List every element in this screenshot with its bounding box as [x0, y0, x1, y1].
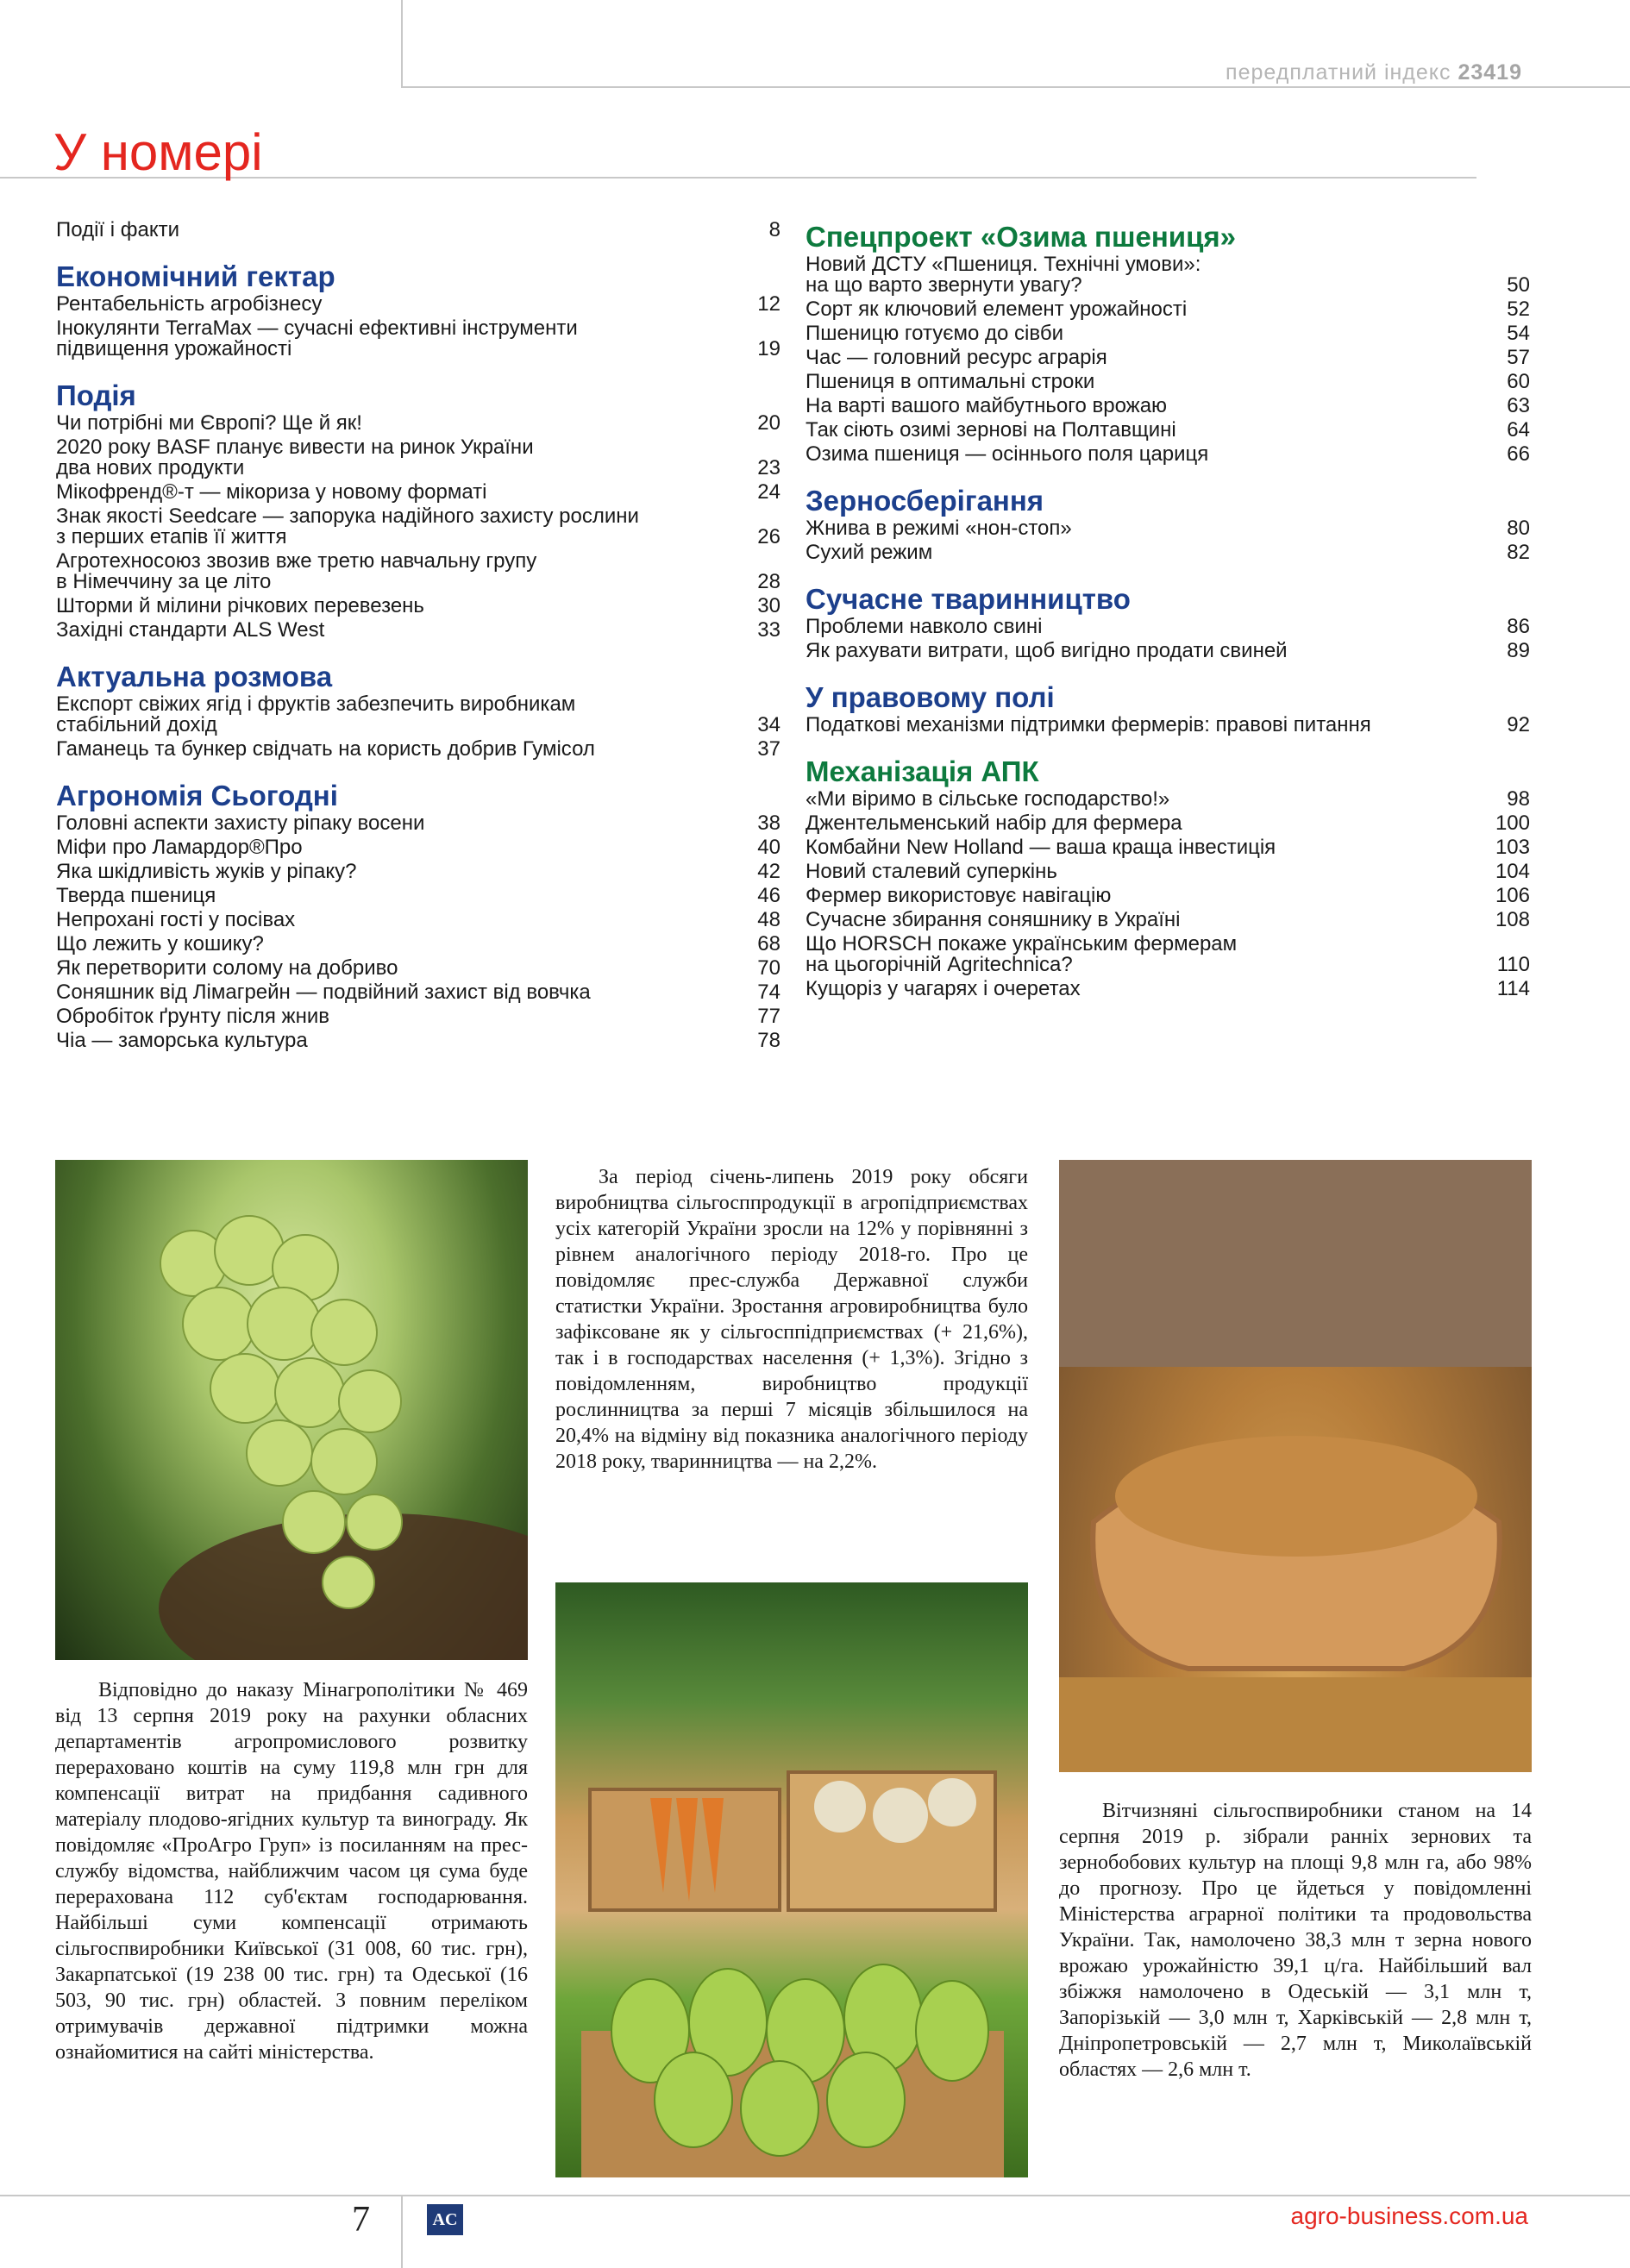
toc-entry[interactable]: [806, 934, 1530, 975]
toc-entry-title: На варті вашого майбутнього врожаю: [806, 394, 1168, 417]
toc-entry-page: 92: [1507, 713, 1530, 736]
toc-entry-title: Що HORSCH покаже українським фермерам на цьогорічній Agritechnica?: [806, 932, 1238, 976]
toc-section: [56, 220, 781, 241]
toc-entry-title: Так сіють озимі зернові на Полтавщині: [806, 418, 1176, 442]
toc-entry-page: 57: [1507, 346, 1530, 369]
toc-entry[interactable]: [56, 437, 781, 479]
toc-entry-page: 108: [1495, 908, 1530, 931]
toc-entry-page: 89: [1507, 639, 1530, 662]
toc-entry-page: 70: [757, 956, 781, 980]
toc-section-title: Сучасне тваринництво: [806, 583, 1131, 615]
toc-entry-title: Міфи про Ламардор®Про: [56, 836, 303, 859]
article-harvest-text: Вітчизняні сільгоспвиробники станом на 14 серпня 2019 р. зібрали ранніх зернових та зернобобових культур на площі 9,8 млн га, або 98% до прогнозу. Про це йдеться у повідомленні Міністерства аграрної політики та продовольства України. Так, намолочено 38,3 млн т зерна нового врожаю урожайністю 39,1 ц/га. Найбільший вал збіжжя намолочено в Одеській — 3,1 млн т, Запорізькій — 3,0 млн т, Харківській — 2,8 млн т, Дніпропетровській — 2,7 млн т, Миколаївській областях — 2,6 млн т.: [1059, 1800, 1532, 2081]
toc-section-title: Агрономія Сьогодні: [56, 780, 338, 811]
toc-entry[interactable]: [56, 318, 781, 360]
toc-entry[interactable]: [806, 861, 1530, 882]
toc-entry-page: 38: [757, 811, 781, 835]
toc-entry-title: Як перетворити солому на добриво: [56, 956, 398, 980]
toc-entry[interactable]: [56, 861, 781, 882]
grapes-photo: [55, 1160, 528, 1660]
toc-section-title: Економічний гектар: [56, 260, 335, 292]
vegetables-illustration: [555, 1582, 1028, 2177]
toc-entry[interactable]: [806, 396, 1530, 417]
toc-entry-title: Мікофренд®-т — мікориза у новому форматі: [56, 480, 487, 504]
toc-entry[interactable]: [56, 551, 781, 592]
toc-entry[interactable]: [806, 910, 1530, 930]
toc-section: [56, 779, 781, 1051]
toc-entry-title: Гаманець та бункер свідчать на користь добрив Гумісол: [56, 737, 595, 761]
toc-entry[interactable]: [806, 789, 1530, 810]
subscription-index: [1226, 60, 1522, 85]
toc-section-title: Подія: [56, 379, 136, 411]
grain-illustration: [1059, 1160, 1532, 1772]
grain-hands-photo: [1059, 1160, 1532, 1772]
toc-entry-title: Сухий режим: [806, 541, 933, 564]
toc-entry-page: 48: [757, 908, 781, 931]
toc-entry-title: Непрохані гості у посівах: [56, 908, 296, 931]
toc-entry-page: 74: [757, 981, 781, 1004]
toc-entry-page: 42: [757, 860, 781, 883]
page-title: У номері: [53, 123, 263, 181]
toc-entry[interactable]: [56, 1031, 781, 1051]
toc-entry-page: 80: [1507, 517, 1530, 540]
toc-entry-title: Кущоріз у чагарях і очеретах: [806, 977, 1081, 1000]
toc-entry-page: 8: [768, 218, 781, 241]
toc-section: [56, 379, 781, 641]
toc-entry-page: 40: [757, 836, 781, 859]
grapes-illustration: [55, 1160, 528, 1660]
toc-entry[interactable]: [56, 982, 781, 1003]
subscription-label: передплатний індекс: [1226, 60, 1451, 85]
toc-entry[interactable]: [806, 617, 1530, 637]
website-link[interactable]: agro-business.com.ua: [1290, 2202, 1528, 2229]
toc-entry[interactable]: [806, 837, 1530, 858]
toc-entry-page: 104: [1495, 860, 1530, 883]
toc-entry-page: 24: [757, 480, 781, 504]
toc-right-column: [806, 220, 1530, 1018]
toc-entry-page: 100: [1495, 811, 1530, 835]
toc-entry-page: 34: [757, 713, 781, 736]
toc-entry[interactable]: [56, 220, 781, 241]
toc-entry-title: Чіа — заморська культура: [56, 1029, 308, 1052]
toc-section: [56, 260, 781, 360]
toc-entry-title: Озима пшениця — осіннього поля цариця: [806, 442, 1209, 466]
toc-entry-title: Соняшник від Лімагрейн — подвійний захист від вовчка: [56, 981, 591, 1004]
toc-entry[interactable]: [806, 813, 1530, 834]
article-production-growth: [555, 1164, 1028, 1475]
toc-entry-title: Сорт як ключовий елемент урожайності: [806, 298, 1188, 321]
top-divider-horizontal: [401, 86, 1630, 88]
toc-entry[interactable]: [56, 620, 781, 641]
toc-entry-title: 2020 року BASF планує вивести на ринок України два нових продукти: [56, 435, 534, 479]
toc-entry-title: Жнива в режимі «нон-стоп»: [806, 517, 1072, 540]
toc-entry-title: Шторми й мілини річкових перевезень: [56, 594, 424, 617]
toc-section: [806, 680, 1530, 736]
toc-entry[interactable]: [806, 518, 1530, 539]
toc-entry-page: 19: [757, 337, 781, 360]
publisher-logo: AC: [427, 2204, 463, 2235]
toc-section: [806, 220, 1530, 465]
toc-entry-page: 110: [1496, 953, 1530, 976]
page-number: 7: [352, 2200, 370, 2240]
toc-entry-page: 98: [1507, 787, 1530, 811]
toc-entry-page: 12: [757, 292, 781, 316]
toc-entry-title: «Ми віримо в сільське господарство!»: [806, 787, 1170, 811]
toc-entry-page: 68: [757, 932, 781, 955]
toc-entry-page: 63: [1507, 394, 1530, 417]
toc-entry[interactable]: [56, 694, 781, 736]
toc-entry-title: Сучасне збирання соняшнику в Україні: [806, 908, 1181, 931]
toc-entry[interactable]: [806, 420, 1530, 441]
toc-entry-title: Фермер використовує навігацію: [806, 884, 1112, 907]
toc-entry-title: Рентабельність агробізнесу: [56, 292, 323, 316]
toc-entry[interactable]: [806, 715, 1530, 736]
toc-entry-title: Що лежить у кошику?: [56, 932, 264, 955]
toc-section: [806, 484, 1530, 563]
article-harvest: [1059, 1798, 1532, 2083]
toc-entry[interactable]: [806, 886, 1530, 906]
toc-entry[interactable]: [806, 444, 1530, 465]
toc-section-title: Зерносберігання: [806, 485, 1044, 517]
toc-entry-page: 52: [1507, 298, 1530, 321]
toc-entry-page: 46: [757, 884, 781, 907]
toc-entry-page: 77: [757, 1005, 781, 1028]
toc-entry[interactable]: [56, 596, 781, 617]
toc-entry-title: Західні стандарти ALS West: [56, 618, 325, 642]
toc-section-title: Спецпроект «Озима пшениця»: [806, 221, 1236, 253]
toc-entry-title: Чи потрібні ми Європі? Ще й як!: [56, 411, 362, 435]
toc-section: [56, 660, 781, 760]
toc-entry[interactable]: [56, 910, 781, 930]
toc-entry-page: 64: [1507, 418, 1530, 442]
toc-section: [806, 755, 1530, 999]
toc-entry-title: Джентельменський набір для фермера: [806, 811, 1182, 835]
footer-rule: [0, 2195, 1630, 2196]
toc-entry-page: 37: [757, 737, 781, 761]
toc-entry-page: 50: [1507, 273, 1530, 297]
toc-entry[interactable]: [56, 813, 781, 834]
toc-entry[interactable]: [56, 739, 781, 760]
toc-entry[interactable]: [806, 348, 1530, 368]
toc-left-column: [56, 220, 781, 1070]
toc-section-title: Актуальна розмова: [56, 661, 333, 692]
toc-section-title: У правовому полі: [806, 681, 1055, 713]
toc-entry-page: 103: [1495, 836, 1530, 859]
toc-entry-page: 30: [757, 594, 781, 617]
toc-entry-title: Пшениця в оптимальні строки: [806, 370, 1095, 393]
toc-section-title: Механізація АПК: [806, 755, 1039, 787]
article-compensation: [55, 1677, 528, 2065]
toc-entry-title: Яка шкідливість жуків у ріпаку?: [56, 860, 357, 883]
toc-entry-page: 106: [1495, 884, 1530, 907]
toc-entry-page: 20: [757, 411, 781, 435]
toc-entry-page: 33: [757, 618, 781, 642]
toc-entry-title: Знак якості Seedcare — запорука надійного захисту рослини з перших етапів її життя: [56, 504, 639, 548]
toc-entry-title: Проблеми навколо свині: [806, 615, 1043, 638]
footer-divider-vertical: [401, 2195, 403, 2268]
toc-entry-title: Агротехносоюз звозив вже третю навчальну групу в Німеччину за це літо: [56, 549, 537, 593]
toc-entry-title: Новий ДСТУ «Пшениця. Технічні умови»: на що варто звернути увагу?: [806, 253, 1201, 297]
toc-entry[interactable]: [56, 482, 781, 503]
toc-entry[interactable]: [56, 934, 781, 955]
toc-entry-page: 60: [1507, 370, 1530, 393]
toc-entry-title: Головні аспекти захисту ріпаку восени: [56, 811, 425, 835]
toc-entry-page: 82: [1507, 541, 1530, 564]
toc-entry-title: Обробіток ґрунту після жнив: [56, 1005, 330, 1028]
toc-section: [806, 582, 1530, 661]
toc-entry[interactable]: [56, 958, 781, 979]
toc-entry[interactable]: [56, 886, 781, 906]
article-production-text: За період січень-липень 2019 року обсяги виробництва сільгосппродукції в агропідприємствах усіх категорій України зросли на 12% у порівнянні з рівнем аналогічного періоду 2018-го. Про це повідомляє прес-служба Державної служби статистки України. Зростання агровиробництва було зафіксоване як у сільгосппідприємствах (+ 21,6%), так і в господарствах населення (+ 1,3%). Згідно з повідомленням, виробництво продукції рослинництва за перші 7 місяців збільшилося на 20,4% на відміну від показника аналогічного періоду 2018 року, тваринництва — на 2,2%.: [555, 1166, 1028, 1473]
toc-entry[interactable]: [56, 1006, 781, 1027]
toc-entry-page: 86: [1507, 615, 1530, 638]
toc-entry-page: 114: [1496, 977, 1530, 1000]
toc-entry[interactable]: [56, 506, 781, 548]
toc-entry-title: Експорт свіжих ягід і фруктів забезпечить виробникам стабільний дохід: [56, 692, 576, 736]
toc-entry-page: 66: [1507, 442, 1530, 466]
toc-entry-title: Як рахувати витрати, щоб вигідно продати свиней: [806, 639, 1288, 662]
subscription-number: 23419: [1458, 60, 1522, 85]
toc-entry-title: Тверда пшениця: [56, 884, 216, 907]
toc-entry-title: Інокулянти TerraMax — сучасні ефективні інструменти підвищення урожайності: [56, 316, 578, 360]
toc-entry[interactable]: [806, 372, 1530, 392]
toc-entry-page: 26: [757, 525, 781, 548]
toc-entry-title: Час — головний ресурс аграрія: [806, 346, 1107, 369]
toc-entry[interactable]: [806, 299, 1530, 320]
toc-entry[interactable]: [56, 294, 781, 315]
toc-entry[interactable]: [806, 323, 1530, 344]
toc-entry[interactable]: [806, 641, 1530, 661]
toc-entry[interactable]: [806, 254, 1530, 296]
toc-entry-page: 28: [757, 570, 781, 593]
toc-entry[interactable]: [56, 413, 781, 434]
vegetables-photo: [555, 1582, 1028, 2177]
toc-entry-title: Комбайни New Holland — ваша краща інвестиція: [806, 836, 1276, 859]
toc-entry-title: Події і факти: [56, 218, 180, 241]
toc-entry-page: 54: [1507, 322, 1530, 345]
toc-entry-title: Пшеницю готуємо до сівби: [806, 322, 1063, 345]
toc-entry[interactable]: [56, 837, 781, 858]
toc-entry-title: Податкові механізми підтримки фермерів: правові питання: [806, 713, 1371, 736]
toc-entry-title: Новий сталевий суперкінь: [806, 860, 1057, 883]
toc-entry-page: 23: [757, 456, 781, 479]
top-divider-vertical: [401, 0, 403, 86]
article-compensation-text: Відповідно до наказу Мінагрополітики № 469 від 13 серпня 2019 року на рахунки обласних департаментів агропромислового розвитку перераховано коштів на суму 119,8 млн грн для компенсації витрат на придбання садивного матеріалу плодово-ягідних культур та винограду. Як повідомляє «ПроАгро Груп» із посиланням на прес-службу відомства, найближчим часом ця сума буде перерахована 112 суб'єктам господарювання. Найбільші суми компенсації отримають сільгоспвиробники Київської (31 008, 60 тис. грн), Закарпатської (19 238 00 тис. грн) та Одеської (16 503, 90 тис. грн) областей. З повним переліком отримувачів державної підтримки можна ознайомитися на сайті міністерства.: [55, 1679, 528, 2064]
toc-entry[interactable]: [806, 542, 1530, 563]
toc-entry-page: 78: [757, 1029, 781, 1052]
toc-entry[interactable]: [806, 979, 1530, 999]
